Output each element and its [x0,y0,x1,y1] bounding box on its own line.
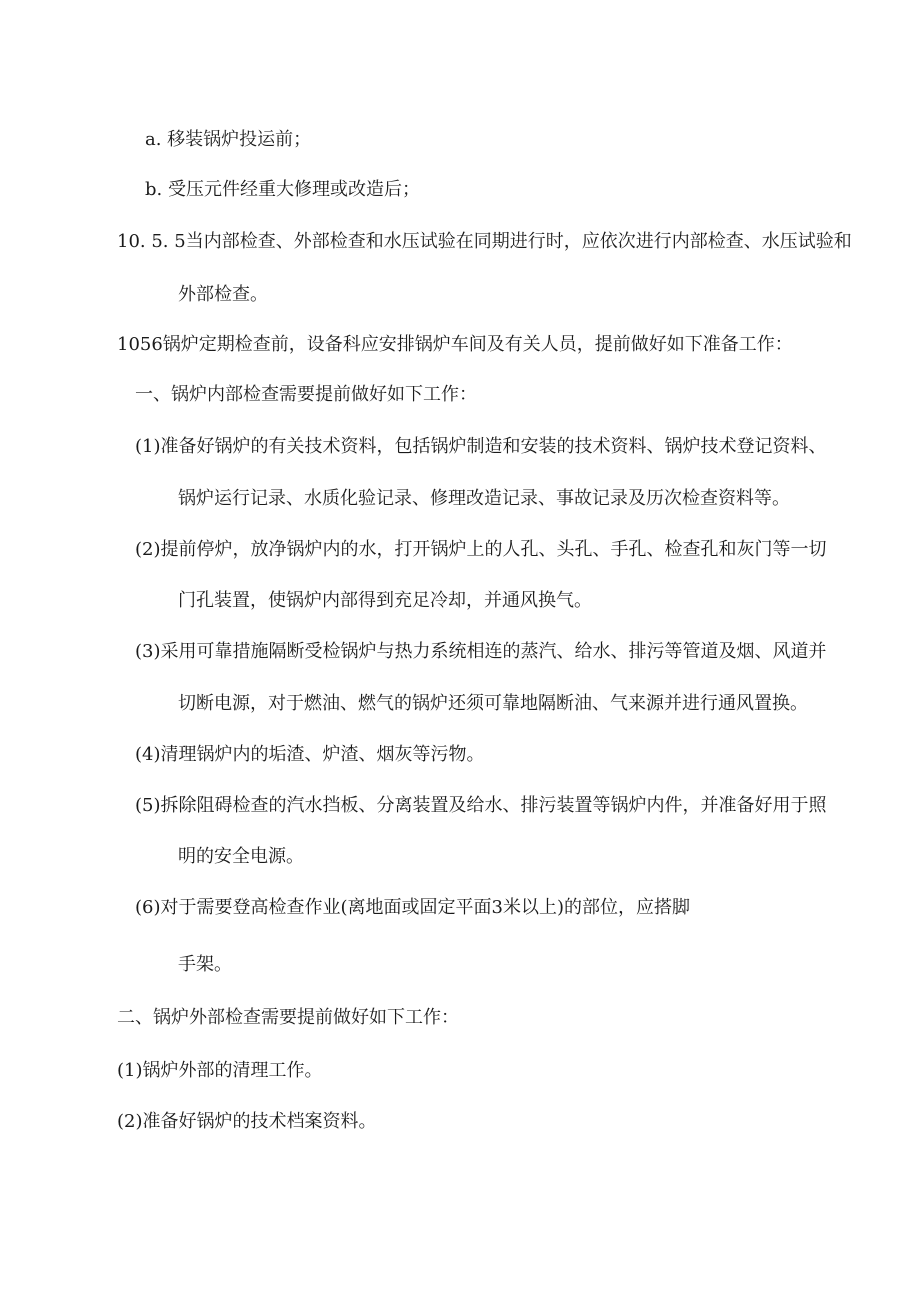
clause-1056: 1056锅炉定期检查前，设备科应安排锅炉车间及有关人员，提前做好如下准备工作： [117,334,793,355]
inner-item-4: (4)清理锅炉内的垢渣、炉渣、烟灰等污物。 [135,744,485,765]
inner-item-3-line1: (3)采用可靠措施隔断受检锅炉与热力系统相连的蒸汽、给水、排污等管道及烟、风道并 [135,641,827,662]
inner-item-3-line2: 切断电源，对于燃油、燃气的锅炉还须可靠地隔断油、气来源并进行通风置换。 [178,693,808,714]
outer-item-2: (2)准备好锅炉的技术档案资料。 [117,1111,377,1132]
inner-item-6-line1: (6)对于需要登高检查作业(离地面或固定平面3米以上)的部位，应搭脚 [135,897,690,918]
inner-item-2-line2: 门孔装置，使锅炉内部得到充足冷却，并通风换气。 [178,590,592,611]
item-a: a. 移装锅炉投运前； [145,129,312,150]
clause-1055-line1: 10. 5. 5当内部检查、外部检查和水压试验在同期进行时，应依次进行内部检查、水压试验和 [117,231,852,252]
outer-item-1: (1)锅炉外部的清理工作。 [117,1060,323,1081]
clause-1055-line2: 外部检查。 [178,284,268,305]
inner-item-6-line2: 手架。 [178,954,232,975]
section-one-heading: 一、锅炉内部检查需要提前做好如下工作： [135,384,477,405]
inner-item-2-line1: (2)提前停炉，放净锅炉内的水，打开锅炉上的人孔、头孔、手孔、检查孔和灰门等一切 [135,539,827,560]
inner-item-1-line2: 锅炉运行记录、水质化验记录、修理改造记录、事故记录及历次检查资料等。 [178,488,790,509]
item-b: b. 受压元件经重大修理或改造后； [145,179,420,200]
section-two-heading: 二、锅炉外部检查需要提前做好如下工作： [117,1007,459,1028]
inner-item-5-line1: (5)拆除阻碍检查的汽水挡板、分离装置及给水、排污装置等锅炉内件，并准备好用于照 [135,795,827,816]
inner-item-5-line2: 明的安全电源。 [178,846,304,867]
inner-item-1-line1: (1)准备好锅炉的有关技术资料，包括锅炉制造和安装的技术资料、锅炉技术登记资料、 [135,436,827,457]
